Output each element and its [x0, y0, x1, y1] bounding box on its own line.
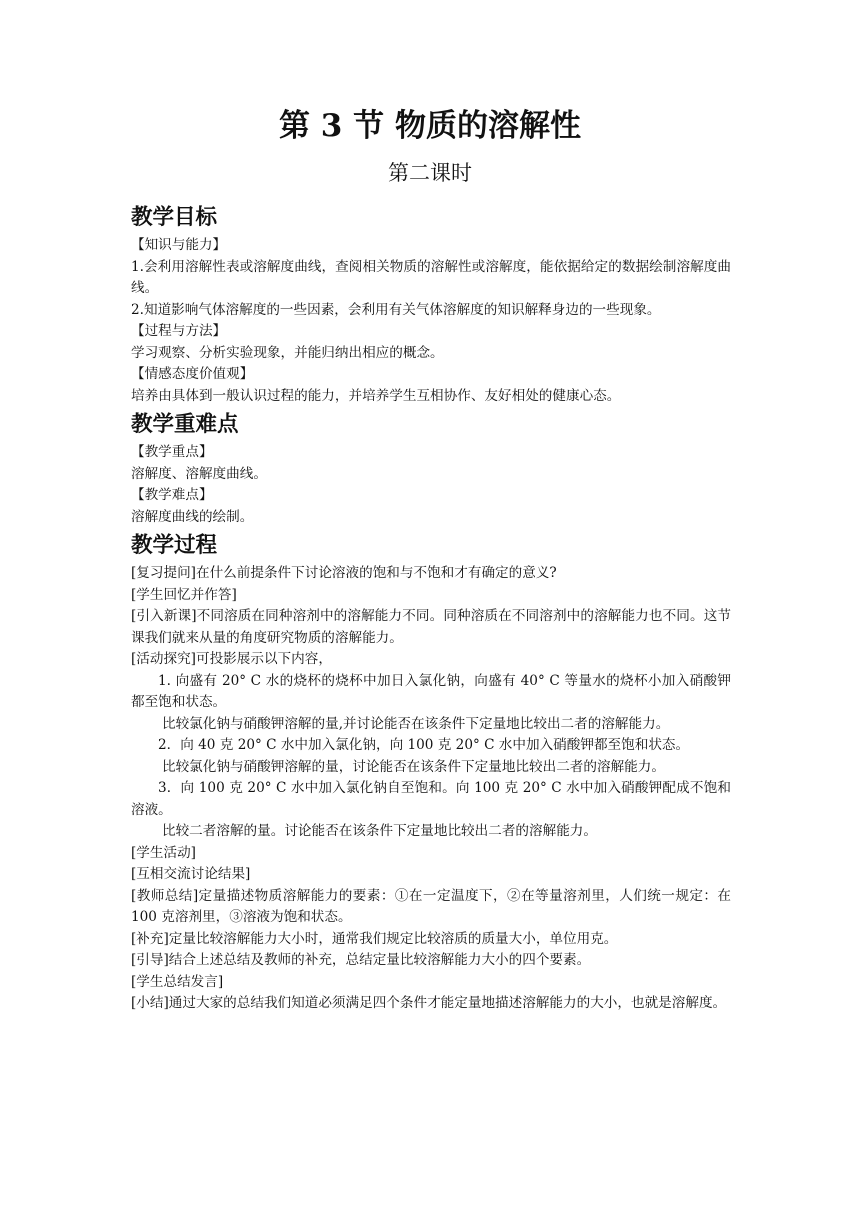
process-line: [学生总结发言] — [131, 973, 224, 990]
process-line: 比较氯化钠与硝酸钾溶解的量，讨论能否在该条件下定量地比较出二者的溶解能力。 — [162, 758, 665, 775]
emotion-item-1: 培养由具体到一般认识过程的能力，并培养学生互相协作、友好相处的健康心态。 — [131, 387, 621, 404]
page-title: 第 3 节 物质的溶解性 — [279, 108, 581, 144]
page-subtitle: 第二课时 — [388, 161, 472, 185]
process-line: 2．向 40 克 20° C 水中加入氯化钠，向 100 克 20° C 水中加入硝酸钾都至饱和状态。 — [158, 737, 690, 753]
process-line: 比较二者溶解的量。讨论能否在该条件下定量地比较出二者的溶解能力。 — [162, 823, 597, 839]
process-line: 1. 向盛有 20° C 水的烧杯的烧杯中加日入氯化钠，向盛有 40° C 等量水的烧杯小加入硝酸钾都至饱和状态。 — [131, 672, 731, 710]
process-line: [引导]结合上述总结及教师的补充，总结定量比较溶解能力大小的四个要素。 — [131, 952, 591, 968]
process-line: [学生回忆并作答] — [131, 586, 237, 603]
focus-label: 【教学重点】 — [131, 444, 213, 460]
emotion-label: 【情感态度价值观】 — [131, 366, 254, 382]
process-method-item-1: 学习观察、分析实验现象，并能归纳出相应的概念。 — [131, 344, 444, 361]
document-body — [131, 200, 731, 1015]
focus-item-1: 溶解度、溶解度曲线。 — [131, 465, 267, 482]
difficulty-label: 【教学难点】 — [131, 487, 213, 503]
difficulty-item-1: 溶解度曲线的绘制。 — [131, 508, 254, 525]
knowledge-label: 【知识与能力】 — [131, 237, 227, 253]
heading-objectives: 教学目标 — [131, 205, 218, 230]
knowledge-item-2: 2.知道影响气体溶解度的一些因素，会利用有关气体溶解度的知识解释身边的一些现象。 — [131, 301, 661, 318]
process-line: [补充]定量比较溶解能力大小时，通常我们规定比较溶质的质量大小，单位用克。 — [131, 930, 618, 947]
heading-process: 教学过程 — [131, 533, 218, 558]
process-line: [教师总结]定量描述物质溶解能力的要素：①在一定温度下，②在等量溶剂里，人们统一规定：在 100 克溶剂里，③溶液为饱和状态。 — [131, 887, 731, 925]
process-line: 3．向 100 克 20° C 水中加入氯化钠自至饱和。向 100 克 20° C 水中加入硝酸钾配成不饱和溶液。 — [131, 780, 731, 818]
process-method-label: 【过程与方法】 — [131, 323, 227, 339]
knowledge-item-1: 1.会利用溶解性表或溶解度曲线，查阅相关物质的溶解性或溶解度，能依据给定的数据绘制溶解度曲线。 — [131, 258, 731, 296]
process-line: [互相交流讨论结果] — [131, 866, 251, 882]
process-line: [学生活动] — [131, 844, 196, 861]
process-line: 比较氯化钠与硝酸钾溶解的量,并讨论能否在该条件下定量地比较出二者的溶解能力。 — [162, 715, 670, 732]
process-line: [小结]通过大家的总结我们知道必须满足四个条件才能定量地描述溶解能力的大小，也就是溶解度。 — [131, 995, 727, 1011]
process-line: [活动探究]可投影展示以下内容， — [131, 651, 332, 667]
heading-key-points: 教学重难点 — [131, 412, 239, 437]
process-line: [引入新课]不同溶质在同种溶剂中的溶解能力不同。同种溶质在不同溶剂中的溶解能力也不同。这节课我们就来从量的角度研究物质的溶解能力。 — [131, 608, 731, 646]
process-line: [复习提问]在什么前提条件下讨论溶液的饱和与不饱和才有确定的意义? — [131, 565, 557, 581]
